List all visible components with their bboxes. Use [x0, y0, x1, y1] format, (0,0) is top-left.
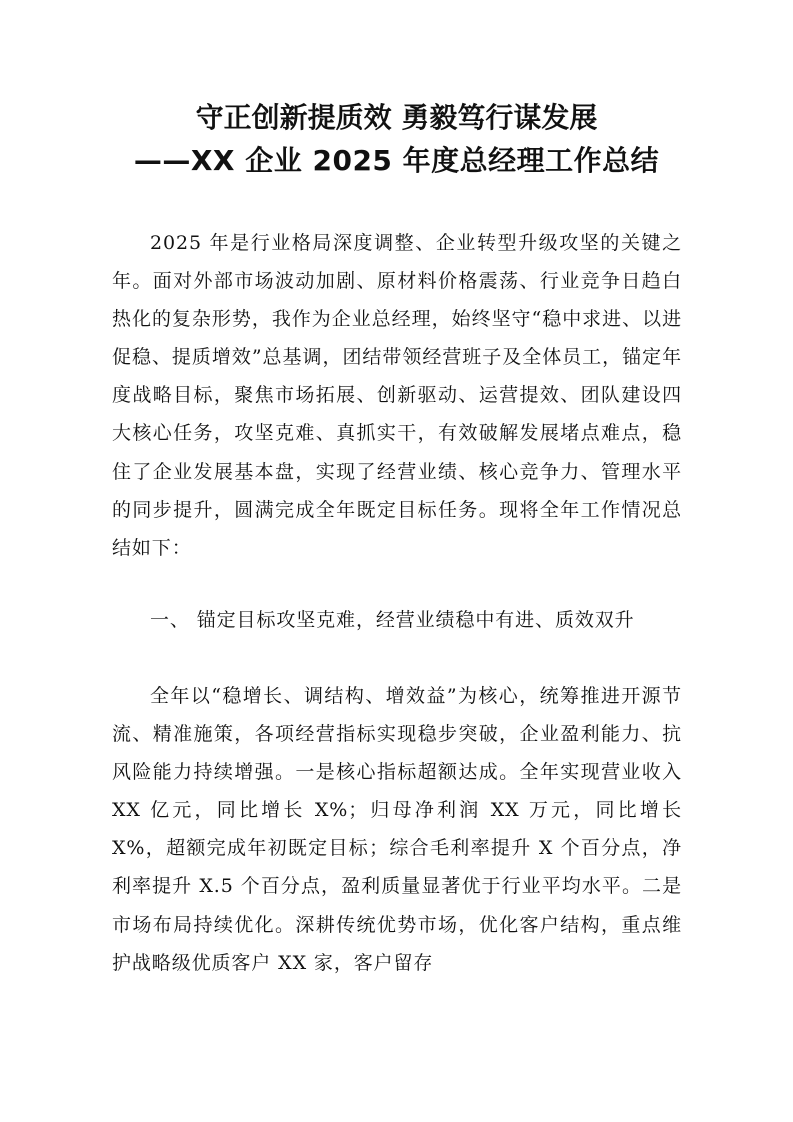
document-title-line-2: ——XX 企业 2025 年度总经理工作总结 — [133, 144, 660, 177]
section-1-heading: 一、 锚定目标攻坚克难，经营业绩稳中有进、质效双升 — [150, 609, 635, 631]
document-title-line-1: 守正创新提质效 勇毅笃行谋发展 — [195, 101, 598, 134]
intro-paragraph: 2025 年是行业格局深度调整、企业转型升级攻坚的关键之年。面对外部市场波动加剧、原材料价格震荡、行业竞争日趋白热化的复杂形势，我作为企业总经理，始终坚守“稳中求进、以进促稳、提质增效”总基调，团结带领经营班子及全体员工，锚定年度战略目标，聚焦市场拓展、创新驱动、运营提效、团队建设四大核心任务，攻坚克难、真抓实干，有效破解发展堵点难点，稳住了企业发展基本盘，实现了经营业绩、核心竞争力、管理水平的同步提升，圆满完成全年既定目标任务。现将全年工作情况总结如下： — [112, 232, 682, 559]
section-1-paragraph: 全年以“稳增长、调结构、增效益”为核心，统筹推进开源节流、精准施策，各项经营指标实现稳步突破，企业盈利能力、抗风险能力持续增强。一是核心指标超额达成。全年实现营业收入 XX 亿元，同比增长 X%；归母净利润 XX 万元，同比增长 X%，超额完成年初既定目标；综合毛利率提升 X 个百分点，净利率提升 X.5 个百分点，盈利质量显著优于行业平均水平。二是市场布局持续优化。深耕传统优势市场，优化客户结构，重点维护战略级优质客户 XX 家，客户留存 — [112, 685, 682, 974]
